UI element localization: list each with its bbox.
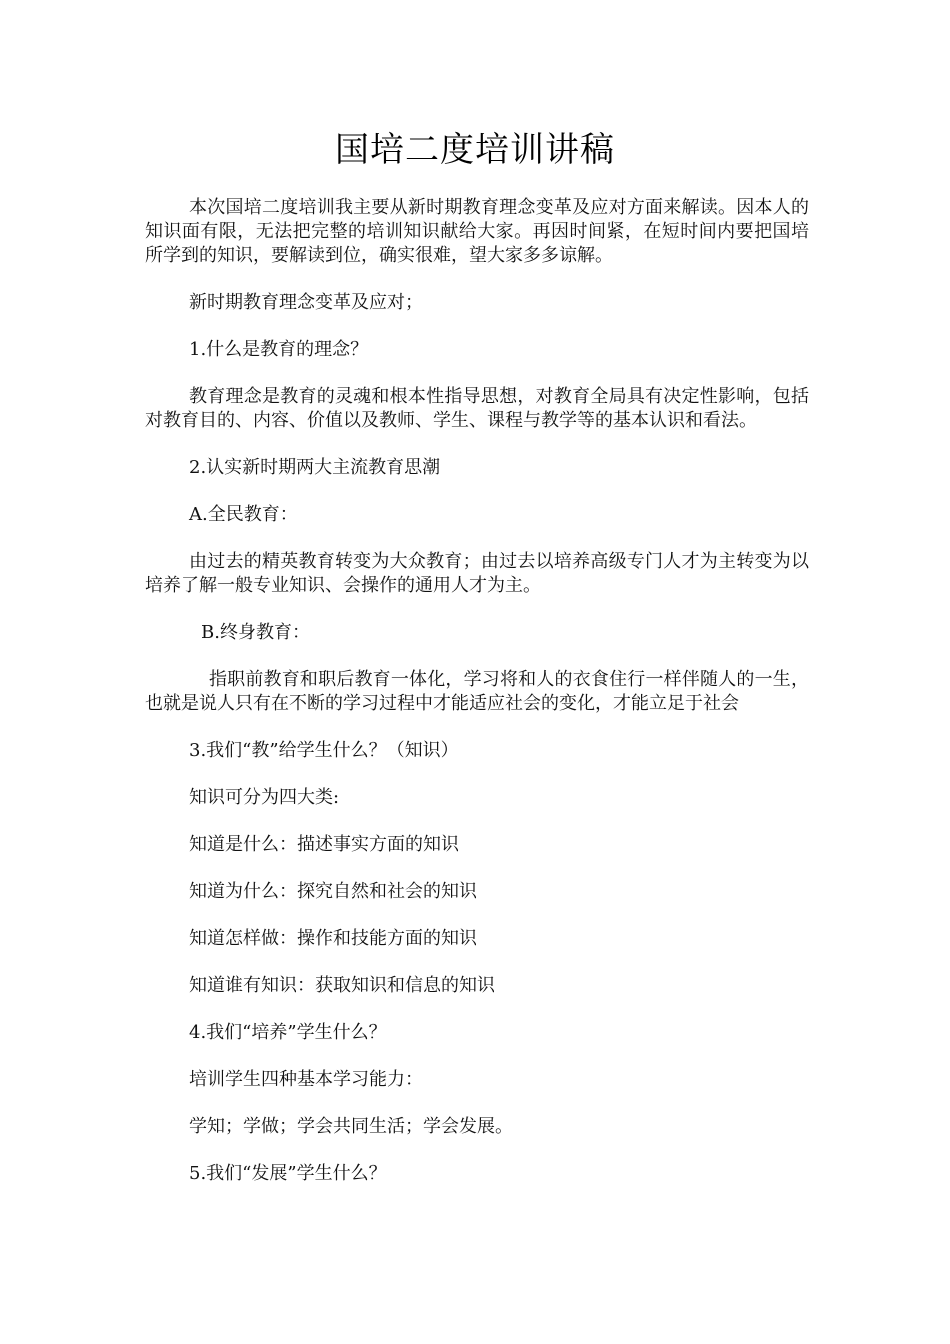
paragraph-knowledge-intro: 知识可分为四大类: (189, 787, 340, 808)
paragraph-knowledge-what: 知道是什么：描述事实方面的知识 (189, 834, 459, 855)
paragraph-answer-a: 由过去的精英教育转变为大众教育；由过去以培养高级专门人才为主转变为以培养了解一般专业知识、会操作的通用人才为主。 (145, 551, 809, 596)
paragraph-question-4: 4.我们“培养”学生什么？ (189, 1022, 387, 1043)
paragraph-abilities-list: 学知；学做；学会共同生活；学会发展。 (189, 1116, 513, 1137)
paragraph-answer-1: 教育理念是教育的灵魂和根本性指导思想，对教育全局具有决定性影响，包括对教育目的、内容、价值以及教师、学生、课程与教学等的基本认识和看法。 (145, 386, 809, 431)
paragraph-section-heading: 新时期教育理念变革及应对； (189, 292, 423, 313)
paragraph-question-3: 3.我们“教”给学生什么？（知识） (189, 740, 459, 761)
paragraph-subheading-a: A.全民教育： (189, 504, 298, 525)
paragraph-knowledge-why: 知道为什么：探究自然和社会的知识 (189, 881, 477, 902)
paragraph-abilities-intro: 培训学生四种基本学习能力： (189, 1069, 423, 1090)
paragraph-subheading-b: B.终身教育： (201, 622, 310, 643)
paragraph-question-2: 2.认实新时期两大主流教育思潮 (189, 457, 441, 478)
document-body (145, 196, 809, 1209)
paragraph-answer-b: 指职前教育和职后教育一体化，学习将和人的衣食住行一样伴随人的一生，也就是说人只有在不断的学习过程中才能适应社会的变化，才能立足于社会 (145, 669, 809, 714)
paragraph-question-1: 1.什么是教育的理念？ (189, 339, 369, 360)
paragraph-knowledge-how: 知道怎样做：操作和技能方面的知识 (189, 928, 477, 949)
paragraph-knowledge-who: 知道谁有知识：获取知识和信息的知识 (189, 975, 495, 996)
paragraph-question-5: 5.我们“发展”学生什么？ (189, 1163, 387, 1184)
paragraph-intro: 本次国培二度培训我主要从新时期教育理念变革及应对方面来解读。因本人的知识面有限，无法把完整的培训知识献给大家。再因时间紧，在短时间内要把国培所学到的知识，要解读到位，确实很难，望大家多多谅解。 (145, 197, 809, 266)
document-title: 国培二度培训讲稿 (335, 130, 615, 170)
